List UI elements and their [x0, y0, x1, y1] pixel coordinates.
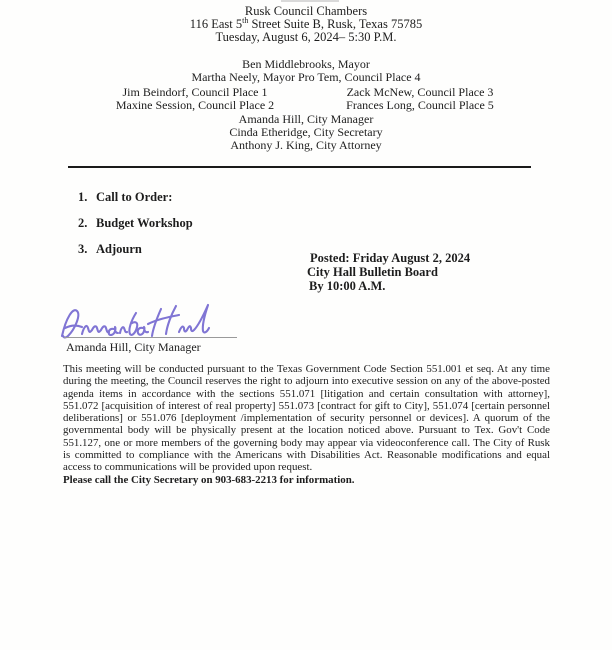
- header-divider-rule: [68, 166, 531, 168]
- venue-title: Rusk Council Chambers: [244, 4, 368, 18]
- agenda-item-label: Adjourn: [96, 242, 142, 256]
- official-place-2: Maxine Session, Council Place 2: [115, 98, 275, 112]
- posting-date-line: Posted: Friday August 2, 2024: [310, 251, 471, 265]
- official-mayor-pro-tem: Martha Neely, Mayor Pro Tem, Council Place 4: [191, 70, 421, 84]
- agenda-item-number: 3.: [78, 242, 88, 256]
- venue-address-suffix: Street Suite B, Rusk, Texas 75785: [248, 17, 423, 31]
- agenda-item-budget-workshop: [78, 216, 193, 231]
- venue-address-ordinal-suffix: th: [242, 15, 249, 25]
- official-place-3: Zack McNew, Council Place 3: [346, 85, 494, 99]
- agenda-item-number: 2.: [78, 216, 88, 230]
- agenda-item-label: Budget Workshop: [96, 216, 193, 230]
- official-place-5: Frances Long, Council Place 5: [346, 98, 494, 112]
- signature-line: [64, 337, 237, 338]
- official-city-manager: Amanda Hill, City Manager: [238, 112, 374, 126]
- agenda-item-adjourn: [78, 242, 142, 257]
- venue-address-prefix: 116 East 5: [189, 17, 243, 31]
- official-mayor: Ben Middlebrooks, Mayor: [242, 57, 370, 71]
- official-city-attorney: Anthony J. King, City Attorney: [230, 138, 382, 152]
- agenda-item-call-to-order: [78, 190, 172, 205]
- posting-notice: [307, 251, 470, 293]
- official-place-1: Jim Beindorf, Council Place 1: [122, 85, 268, 99]
- posting-time-line: By 10:00 A.M.: [309, 279, 386, 293]
- legal-notice-contact-line: Please call the City Secretary on 903-683-2213 for information.: [63, 473, 355, 486]
- clipped-top-text-remnant: [281, 0, 339, 2]
- agenda-item-label: Call to Order:: [96, 190, 173, 204]
- meeting-datetime: Tuesday, August 6, 2024– 5:30 P.M.: [215, 30, 397, 44]
- official-city-secretary: Cinda Etheridge, City Secretary: [229, 125, 383, 139]
- posting-location-line: City Hall Bulletin Board: [307, 265, 438, 279]
- legal-notice: [63, 363, 550, 486]
- signature-printed-name: Amanda Hill, City Manager: [66, 340, 201, 354]
- legal-notice-body: This meeting will be conducted pursuant to the Texas Government Code Section 551.001 et seq. At any time during the meeting, the Council reserves the right to adjourn into executive session on any of the above-posted agenda items in accordance with the sections 551.071 [litigation and certain consultation with attorney], 551.072 [acquisition of interest of real property] 551.073 [contract for gift to City], 551.074 [certain personnel deliberations] or 551.076 [deployment /implementation of security personnel or devices]. A quorum of the governmental body will be physically present at the location noticed above. Pursuant to Tex. Gov't Code 551.127, one or more members of the governing body may appear via videoconference call. The City of Rusk is committed to compliance with the Americans with Disabilities Act. Reasonable modifications and equal access to communications will be provided upon request.: [63, 363, 550, 474]
- agenda-item-number: 1.: [78, 190, 88, 204]
